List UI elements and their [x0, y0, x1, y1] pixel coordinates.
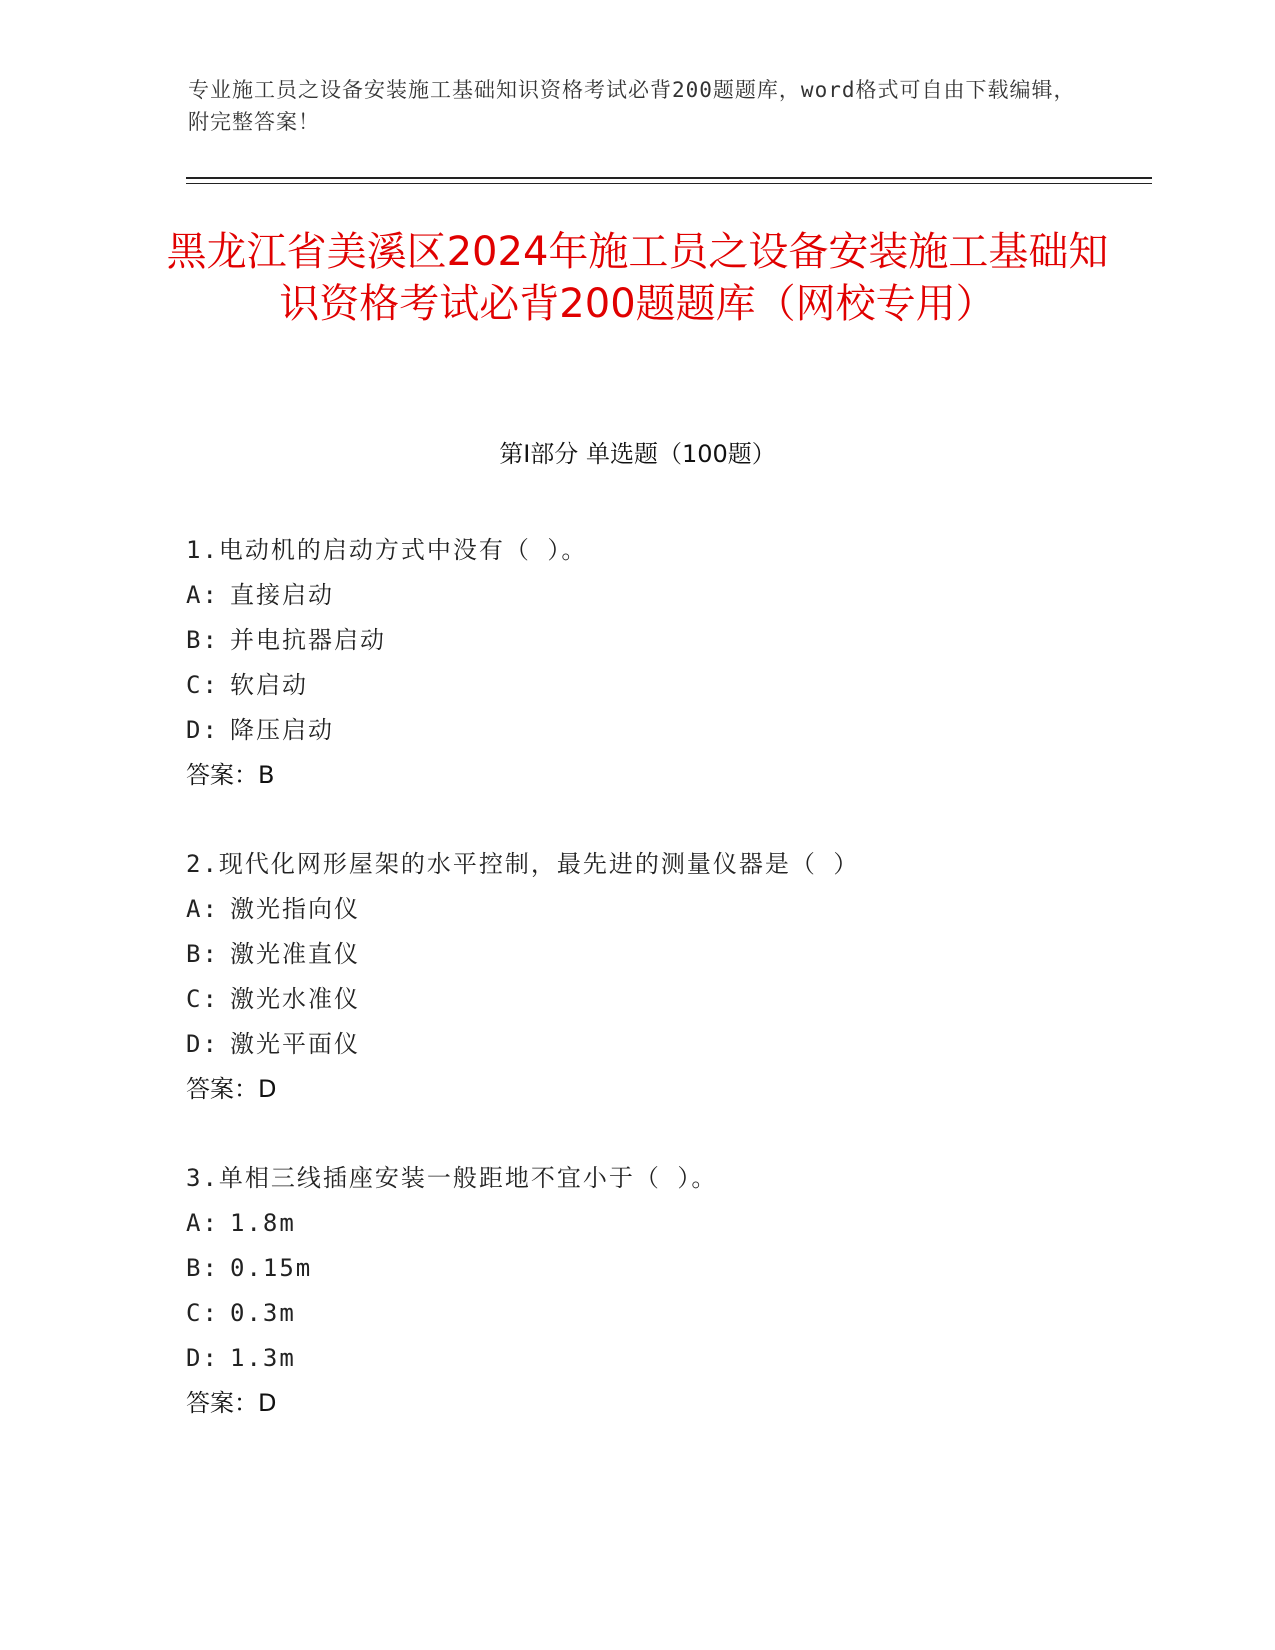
section-title: 第Ⅰ部分 单选题（100题） — [499, 440, 776, 468]
option-key: D: — [186, 1030, 219, 1058]
question-stem: 3.单相三线插座安装一般距地不宜小于（ ）。 — [186, 1164, 718, 1192]
option-d — [186, 708, 1136, 753]
option-key: A: — [186, 581, 219, 609]
answer-line: 答案：B — [186, 761, 275, 789]
option-key: C: — [186, 671, 219, 699]
option-key: D: — [186, 1344, 219, 1372]
question-stem: 1.电动机的启动方式中没有（ ）。 — [186, 536, 588, 564]
document-title: 黑龙江省美溪区2024年施工员之设备安装施工基础知识资格考试必背200题题库（网校专用） — [166, 229, 1109, 327]
option-key: C: — [186, 985, 219, 1013]
option-text: 软启动 — [230, 671, 308, 699]
option-text: 激光准直仪 — [230, 940, 360, 968]
header-rule-thin — [186, 183, 1152, 184]
question-2 — [186, 842, 1136, 1112]
question-1 — [186, 528, 1136, 798]
option-b — [186, 1246, 1136, 1291]
option-c — [186, 663, 1136, 708]
header-rule-thick — [186, 177, 1152, 179]
option-text: 0.15m — [230, 1254, 313, 1282]
option-text: 0.3m — [230, 1299, 296, 1327]
option-text: 并电抗器启动 — [230, 626, 386, 654]
option-text: 1.8m — [230, 1209, 296, 1237]
header-note: 专业施工员之设备安装施工基础知识资格考试必背200题题库，word格式可自由下载编辑，附完整答案！ — [188, 78, 1076, 134]
option-key: B: — [186, 940, 219, 968]
option-a — [186, 1201, 1136, 1246]
option-text: 激光指向仪 — [230, 895, 360, 923]
question-list — [186, 528, 1136, 1470]
option-b — [186, 932, 1136, 977]
option-text: 直接启动 — [230, 581, 334, 609]
option-text: 激光水准仪 — [230, 985, 360, 1013]
option-key: B: — [186, 1254, 219, 1282]
option-key: B: — [186, 626, 219, 654]
option-text: 激光平面仪 — [230, 1030, 360, 1058]
answer-line: 答案：D — [186, 1389, 277, 1417]
option-a — [186, 573, 1136, 618]
option-c — [186, 977, 1136, 1022]
option-key: C: — [186, 1299, 219, 1327]
question-3 — [186, 1156, 1136, 1426]
option-key: A: — [186, 1209, 219, 1237]
option-a — [186, 887, 1136, 932]
option-key: D: — [186, 716, 219, 744]
option-text: 1.3m — [230, 1344, 296, 1372]
option-d — [186, 1022, 1136, 1067]
question-stem: 2.现代化网形屋架的水平控制，最先进的测量仪器是（ ） — [186, 850, 860, 878]
option-b — [186, 618, 1136, 663]
option-d — [186, 1336, 1136, 1381]
option-c — [186, 1291, 1136, 1336]
option-text: 降压启动 — [230, 716, 334, 744]
option-key: A: — [186, 895, 219, 923]
answer-line: 答案：D — [186, 1075, 277, 1103]
